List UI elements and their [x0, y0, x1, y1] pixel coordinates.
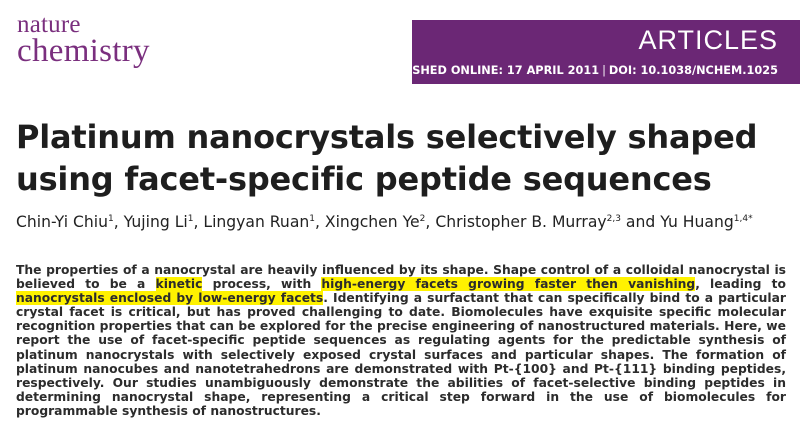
publication-separator: |: [602, 64, 606, 77]
publication-date: PUBLISHED ONLINE: 17 APRIL 2011: [374, 64, 600, 77]
author-name[interactable]: Chin-Yi Chiu: [16, 213, 109, 231]
abstract-text: , leading to: [695, 277, 786, 292]
author-name[interactable]: Christopher B. Murray: [435, 213, 607, 231]
author-name[interactable]: Lingyan Ruan: [203, 213, 310, 231]
author-list: [16, 213, 796, 231]
highlighted-phrase: kinetic: [155, 277, 203, 292]
highlighted-phrase: nanocrystals enclosed by low-energy facets: [16, 291, 324, 306]
abstract-text: . Identifying a surfactant that can specifically bind to a particular crystal facet is critical, but has proved challenging to date. Biomolecules have exquisite specific molecular recognition properties that can be explored for the precise engineering of nanostructured materials. Here, we report the use of facet-specific peptide sequences as regulating agents for the predictable synthesis of platinum nanocrystals with selectively exposed crystal surfaces and particular shapes. The formation of platinum nanocubes and nanotetrahedrons are demonstrated with Pt-{100} and Pt-{111} binding peptides, respectively. Our studies unambiguously demonstrate the abilities of facet-selective binding peptides in determining nanocrystal shape, representing a critical step forward in the use of biomolecules for programmable synthesis of nanostructures.: [16, 291, 786, 418]
highlighted-phrase: high-energy facets growing faster then vanishing: [321, 277, 696, 292]
author-affiliation: 1: [309, 214, 315, 224]
publication-info: [375, 64, 778, 77]
author-affiliation: 1: [187, 214, 194, 224]
abstract-text: process, with: [202, 277, 322, 292]
author-separator: ,: [113, 213, 124, 231]
author-separator: ,: [315, 213, 325, 231]
journal-name-nature: nature: [17, 11, 81, 38]
author-affiliation: 2: [419, 214, 426, 224]
journal-logo: [17, 12, 150, 68]
section-label: ARTICLES: [638, 25, 778, 55]
author-affiliation: 1: [108, 214, 114, 224]
author-affiliation: 1,4*: [733, 214, 753, 224]
article-title: Platinum nanocrystals selectively shaped using facet-specific peptide sequences: [16, 118, 758, 198]
abstract-text: The properties of a nanocrystal are heavily influenced by its shape. Shape control of a colloidal nanocrystal is believed to be a: [16, 263, 786, 292]
section-banner: [374, 20, 800, 84]
author-separator: and: [620, 213, 661, 231]
abstract: [16, 263, 786, 418]
author-name[interactable]: Xingchen Ye: [324, 213, 420, 231]
author-name[interactable]: Yu Huang: [660, 213, 734, 231]
author-affiliation: 2,3: [606, 214, 621, 224]
author-name[interactable]: Yujing Li: [123, 213, 188, 231]
journal-name-chemistry: chemistry: [17, 33, 150, 69]
author-separator: ,: [193, 213, 204, 231]
author-separator: ,: [425, 213, 436, 231]
doi-text[interactable]: DOI: 10.1038/NCHEM.1025: [608, 64, 778, 77]
